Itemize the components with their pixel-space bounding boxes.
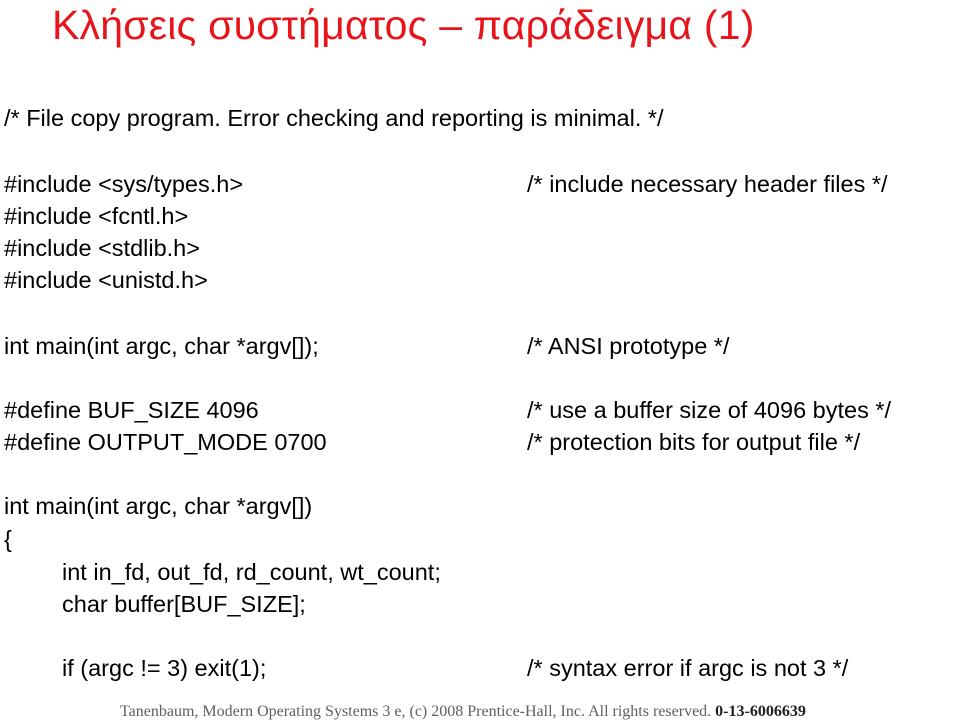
include-sys-types: #include <sys/types.h> [4,171,244,197]
main-prototype: int main(int argc, char *argv[]); [4,333,319,359]
variable-declarations: int in_fd, out_fd, rd_count, wt_count; [62,559,441,585]
include-comment: /* include necessary header files */ [527,171,888,197]
footer-isbn: 0-13-6006639 [715,703,806,720]
buffer-declaration: char buffer[BUF_SIZE]; [62,591,306,617]
slide-title: Κλήσεις συστήματος – παράδειγμα (1) [52,2,755,48]
open-brace: { [4,526,12,552]
include-fcntl: #include <fcntl.h> [4,203,189,229]
output-mode-comment: /* protection bits for output file */ [527,429,861,455]
main-signature: int main(int argc, char *argv[]) [4,493,313,519]
buf-size-comment: /* use a buffer size of 4096 bytes */ [527,397,892,423]
define-output-mode: #define OUTPUT_MODE 0700 [4,429,327,455]
argc-check: if (argc != 3) exit(1); [62,655,267,681]
define-buf-size: #define BUF_SIZE 4096 [4,397,259,423]
argc-check-comment: /* syntax error if argc is not 3 */ [527,655,849,681]
footer-citation [120,703,806,721]
header-comment: /* File copy program. Error checking and reporting is minimal. */ [4,105,664,131]
include-unistd: #include <unistd.h> [4,267,208,293]
footer-text: Tanenbaum, Modern Operating Systems 3 e, (c) 2008 Prentice-Hall, Inc. All rights reserved. [120,703,716,720]
prototype-comment: /* ANSI prototype */ [527,333,730,359]
include-stdlib: #include <stdlib.h> [4,235,200,261]
